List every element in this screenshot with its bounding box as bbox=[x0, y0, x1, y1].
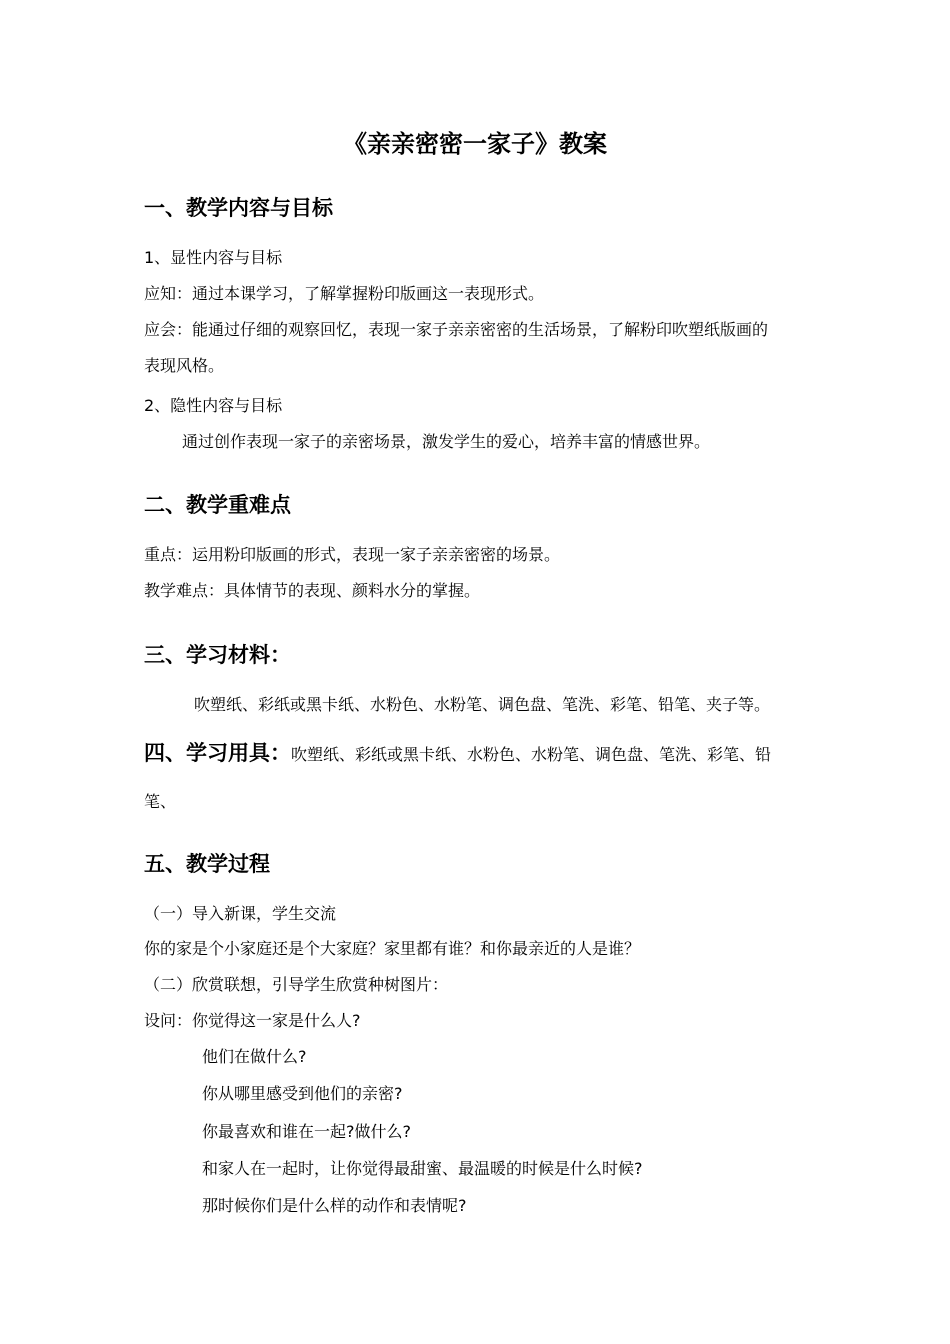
question-ask: 设问：你觉得这一家是什么人? bbox=[144, 1011, 361, 1030]
subheading-hidden-goals: 2、隐性内容与目标 bbox=[144, 396, 283, 415]
paragraph-hidden-goals: 通过创作表现一家子的亲密场景，激发学生的爱心，培养丰富的情感世界。 bbox=[182, 432, 711, 451]
subheading-explicit-goals: 1、显性内容与目标 bbox=[144, 248, 283, 267]
question-family: 你的家是个小家庭还是个大家庭？家里都有谁？和你最亲近的人是谁？ bbox=[144, 939, 641, 958]
section-heading-materials: 三、学习材料： bbox=[144, 643, 291, 667]
question-expressions: 那时候你们是什么样的动作和表情呢? bbox=[202, 1196, 467, 1215]
paragraph-key-point: 重点：运用粉印版画的形式，表现一家子亲亲密密的场景。 bbox=[144, 545, 561, 564]
paragraph-materials: 吹塑纸、彩纸或黑卡纸、水粉色、水粉笔、调色盘、笔洗、彩笔、铅笔、夹子等。 bbox=[194, 695, 771, 714]
step-intro: （一）导入新课，学生交流 bbox=[144, 904, 337, 923]
question-feel-close: 你从哪里感受到他们的亲密? bbox=[202, 1084, 403, 1103]
question-favorite: 你最喜欢和谁在一起?做什么? bbox=[202, 1122, 411, 1141]
paragraph-difficulty: 教学难点：具体情节的表现、颜料水分的掌握。 bbox=[144, 581, 481, 600]
paragraph-know: 应知：通过本课学习，了解掌握粉印版画这一表现形式。 bbox=[144, 284, 545, 303]
section-heading-process: 五、教学过程 bbox=[144, 852, 270, 876]
paragraph-do-line1: 应会：能通过仔细的观察回忆，表现一家子亲亲密密的生活场景，了解粉印吹塑纸版画的 bbox=[144, 320, 769, 339]
document-title: 《亲亲密密一家子》教案 bbox=[343, 130, 607, 158]
section-heading-tools: 四、学习用具： bbox=[144, 741, 291, 765]
question-sweetest: 和家人在一起时，让你觉得最甜蜜、最温暖的时候是什么时候? bbox=[202, 1159, 643, 1178]
section4-line1 bbox=[144, 737, 771, 767]
section-heading-key-points: 二、教学重难点 bbox=[144, 493, 291, 517]
section-heading-content-goals: 一、教学内容与目标 bbox=[144, 196, 333, 220]
step-appreciate: （二）欣赏联想，引导学生欣赏种树图片： bbox=[144, 975, 449, 994]
paragraph-tools-line1: 吹塑纸、彩纸或黑卡纸、水粉色、水粉笔、调色盘、笔洗、彩笔、铅 bbox=[291, 745, 772, 764]
question-doing: 他们在做什么? bbox=[202, 1047, 307, 1066]
paragraph-do-line2: 表现风格。 bbox=[144, 356, 225, 375]
paragraph-tools-line2: 笔、 bbox=[144, 792, 177, 811]
